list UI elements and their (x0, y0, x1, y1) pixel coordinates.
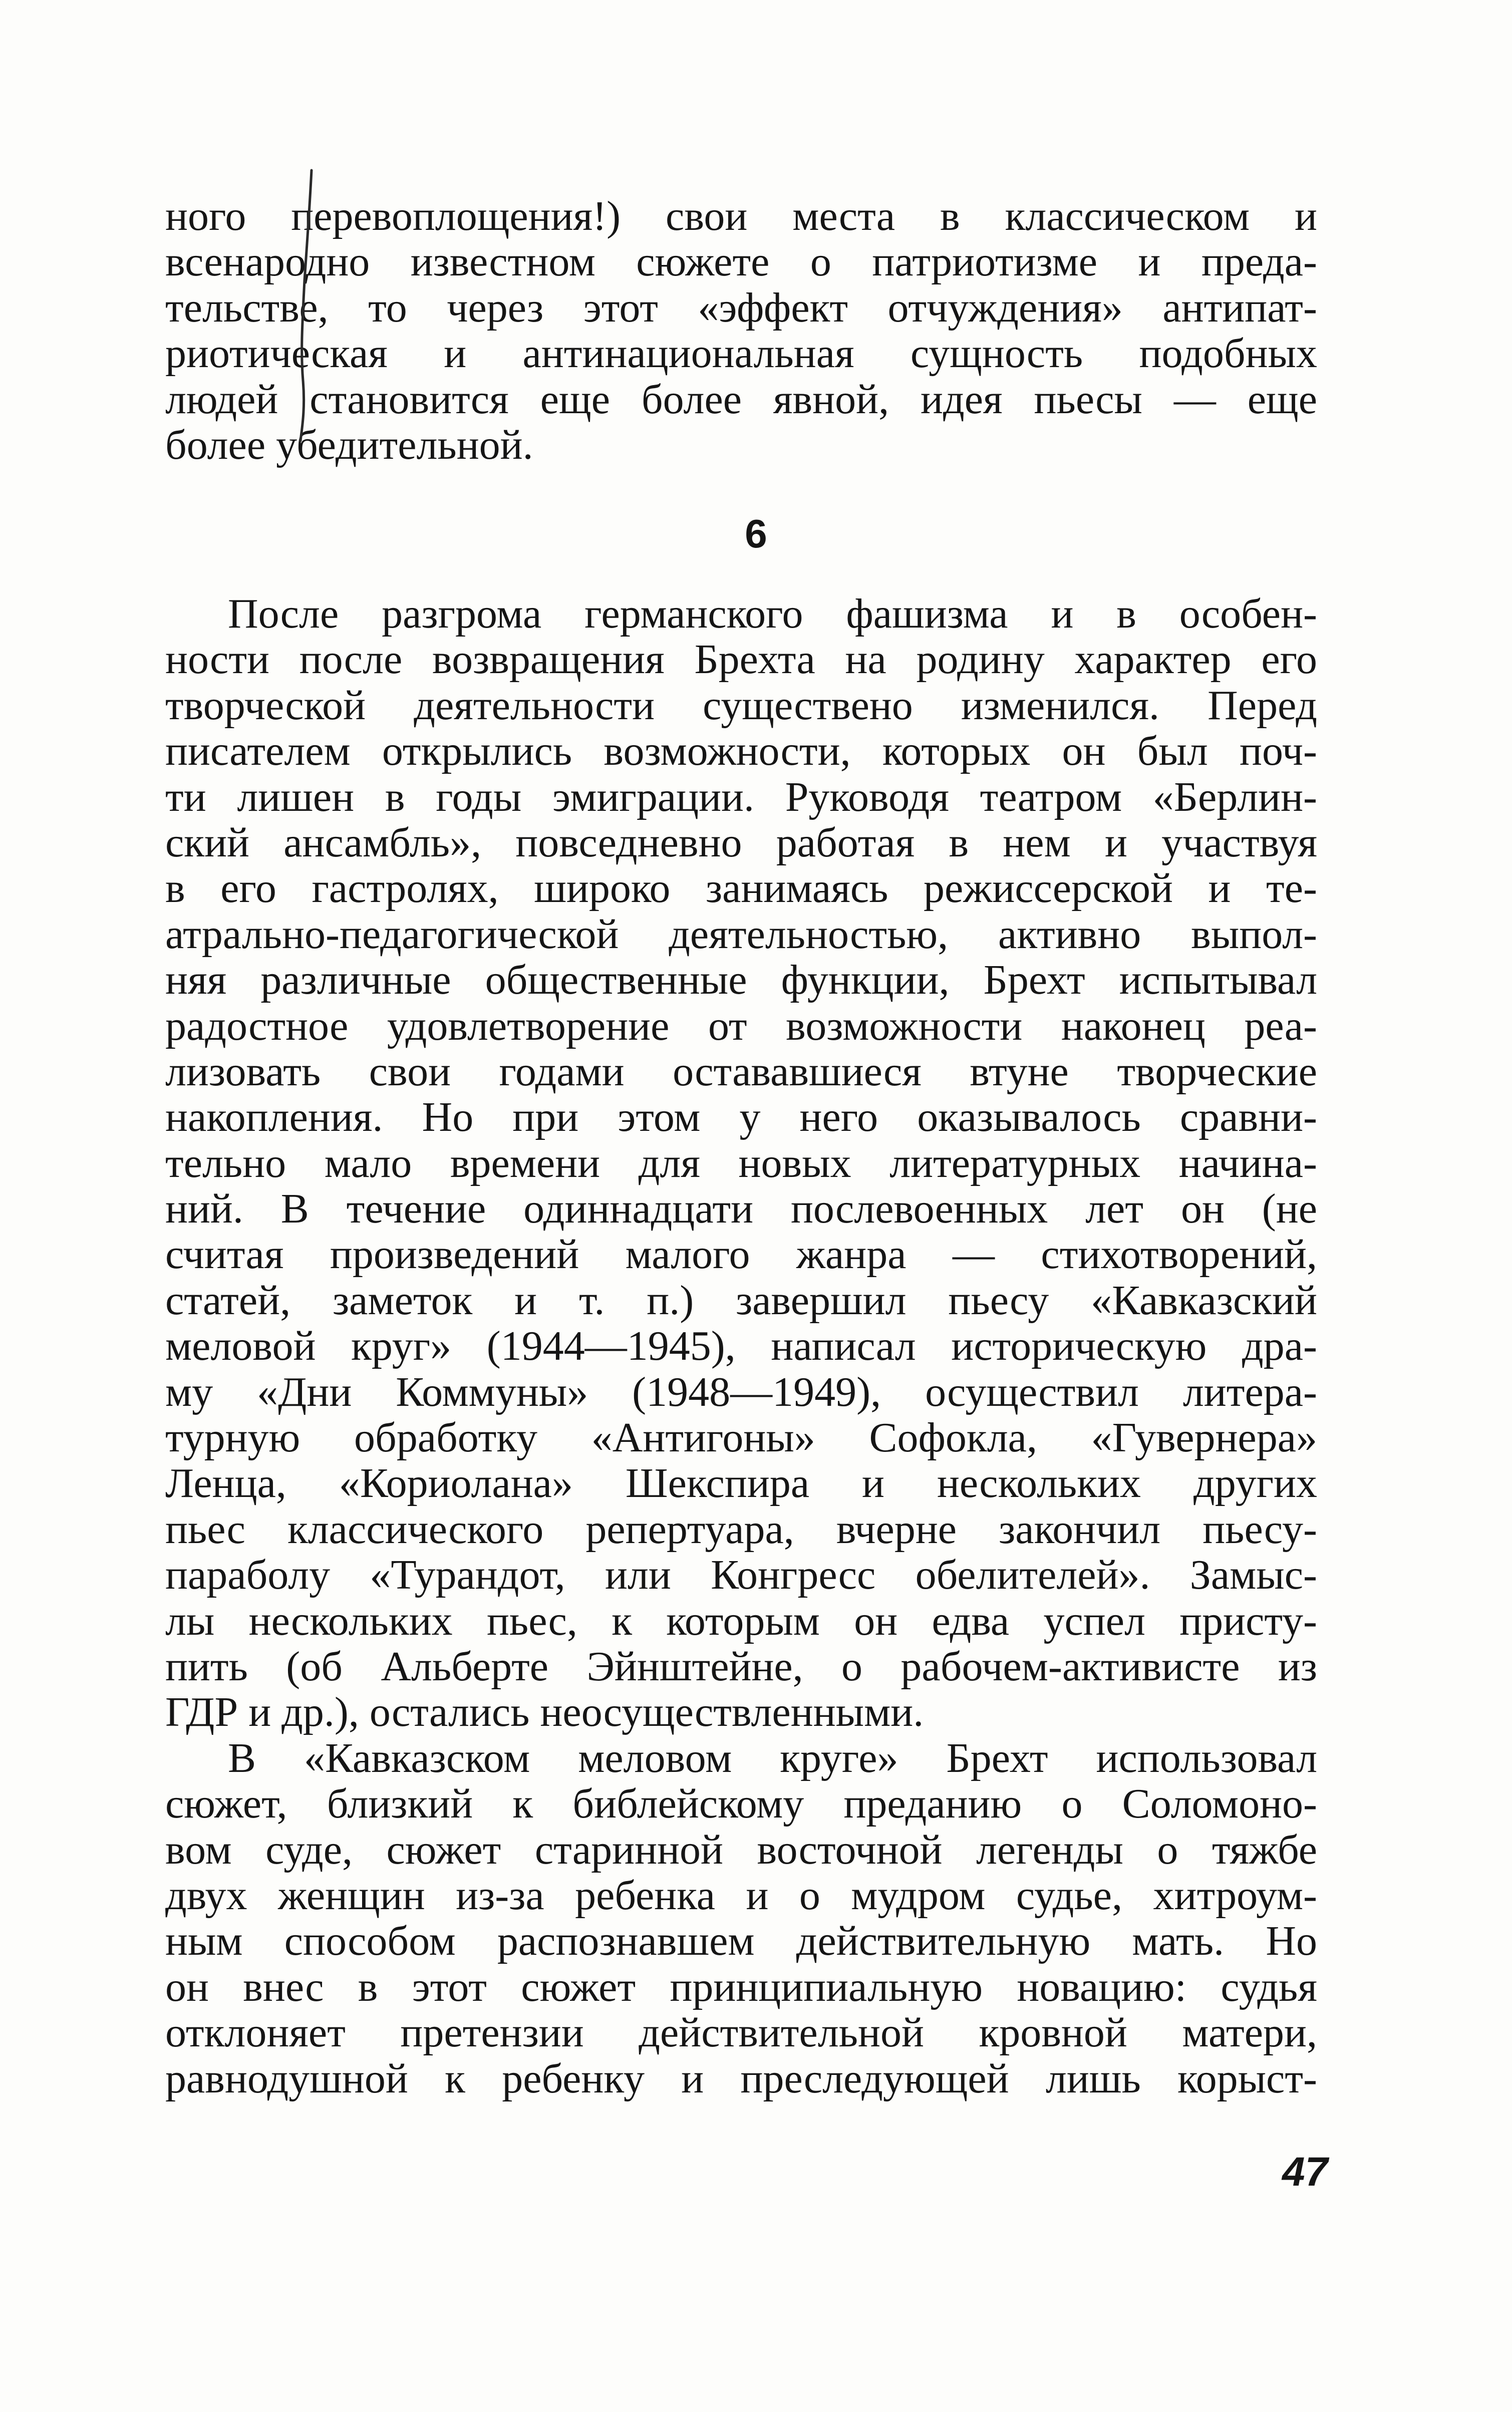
text-line: няя различные общественные функции, Брехт испытывал (165, 957, 1317, 1004)
text-line: ский ансамбль», повседневно работая в нем и участвуя (165, 819, 1317, 866)
text-line: лы нескольких пьес, к которым он едва успел присту- (165, 1597, 1317, 1644)
text-line: Ленца, «Кориолана» Шекспира и нескольких других (165, 1460, 1317, 1507)
text-line: вом суде, сюжет старинной восточной легенды о тяжбе (165, 1826, 1317, 1873)
text-line: сюжет, близкий к библейскому преданию о Соломоно- (165, 1780, 1317, 1828)
text-line: му «Дни Коммуны» (1948—1949), осуществил литера- (165, 1368, 1317, 1415)
text-line: тельно мало времени для новых литературных начина- (165, 1139, 1317, 1186)
section-body (165, 591, 1317, 2101)
text-line: ти лишен в годы эмиграции. Руководя театром «Берлин- (165, 773, 1317, 820)
text-line: людей становится еще более явной, идея пьесы — еще (165, 376, 1317, 423)
text-line: турную обработку «Антигоны» Софокла, «Гувернера» (165, 1414, 1317, 1461)
text-line: тельстве, то через этот «эффект отчуждения» антипат- (165, 284, 1317, 331)
paragraph (165, 1735, 1317, 2101)
page-number: 47 (1282, 2149, 1328, 2195)
text-line: ного перевоплощения!) свои места в классическом и (165, 193, 1317, 239)
text-line: всенародно известном сюжете о патриотизме и преда- (165, 238, 1317, 285)
text-line: более убедительной. (165, 421, 533, 468)
text-line: двух женщин из-за ребенка и о мудром судье, хитроум- (165, 1872, 1317, 1919)
text-line: отклоняет претензии действительной кровной матери, (165, 2009, 1317, 2056)
section-number: 6 (745, 511, 767, 556)
text-line: риотическая и антинациональная сущность подобных (165, 330, 1317, 377)
text-line: лизовать свои годами остававшиеся втуне творческие (165, 1048, 1317, 1095)
continued-paragraph (165, 193, 1317, 468)
text-line: радостное удовлетворение от возможности наконец реа- (165, 1002, 1317, 1049)
text-line: писателем открылись возможности, которых он был поч- (165, 728, 1317, 775)
text-line: После разгрома германского фашизма и в особен- (228, 590, 1317, 637)
text-line: ности после возвращения Брехта на родину характер его (165, 636, 1317, 683)
text-line: ГДР и др.), остались неосуществленными. (165, 1689, 924, 1736)
text-line: меловой круг» (1944—1945), написал историческую дра- (165, 1323, 1317, 1370)
text-line: параболу «Турандот, или Конгресс обелителей». Замыс- (165, 1552, 1317, 1599)
text-line: он внес в этот сюжет принципиальную новацию: судья (165, 1963, 1317, 2010)
text-line: ным способом распознавшем действительную мать. Но (165, 1918, 1317, 1965)
text-line: пьес классического репертуара, вчерне закончил пьесу- (165, 1505, 1317, 1553)
text-line: в его гастролях, широко занимаясь режиссерской и те- (165, 865, 1317, 912)
text-line: накопления. Но при этом у него оказывалось сравни- (165, 1094, 1317, 1141)
paragraph (165, 591, 1317, 1735)
text-line: считая произведений малого жанра — стихотворений, (165, 1231, 1317, 1278)
text-line: равнодушной к ребенку и преследующей лишь корыст- (165, 2055, 1317, 2102)
text-line: статей, заметок и т. п.) завершил пьесу «Кавказский (165, 1277, 1317, 1324)
text-line: атрально-педагогической деятельностью, активно выпол- (165, 911, 1317, 958)
text-line: творческой деятельности существено изменился. Перед (165, 682, 1317, 729)
text-line: В «Кавказском меловом круге» Брехт использовал (228, 1734, 1317, 1781)
text-line: ний. В течение одиннадцати послевоенных лет он (не (165, 1185, 1317, 1233)
text-line: пить (об Альберте Эйнштейне, о рабочем-активисте из (165, 1643, 1317, 1690)
